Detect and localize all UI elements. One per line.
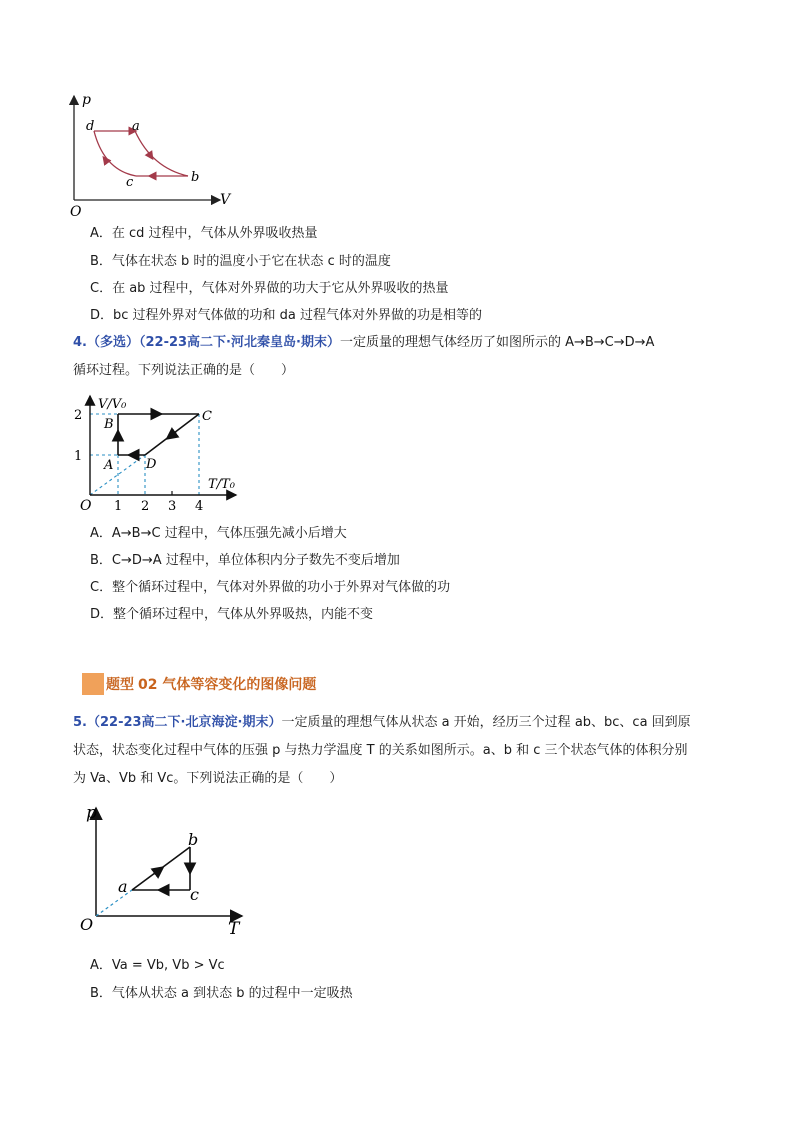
q5-stem-line1 <box>73 714 691 732</box>
y-tick-1: 1 <box>74 449 83 464</box>
x-tick-3: 3 <box>168 499 177 514</box>
point-d-label: d <box>86 119 95 134</box>
section-header <box>82 672 316 696</box>
q3-option-d: D．bc 过程外界对气体做的功和 da 过程气体对外界做的功是相等的 <box>90 308 483 323</box>
q5-option-a: A．Va = Vb, Vb > Vc <box>90 958 225 973</box>
q4-option-c: C．整个循环过程中，气体对外界做的功小于外界对气体做的功 <box>90 580 451 595</box>
q3-option-c: C．在 ab 过程中，气体对外界做的功大于它从外界吸收的热量 <box>90 281 449 296</box>
point-a-label: a <box>132 119 140 134</box>
x-tick-4: 4 <box>195 499 204 514</box>
section-marker <box>82 673 104 695</box>
origin-label: O <box>80 498 92 514</box>
section-prefix: 题型 <box>106 677 134 693</box>
cd-process <box>94 131 136 176</box>
point-c-label: c <box>190 885 199 904</box>
pt-graph <box>76 800 251 940</box>
v-axis-label: V/V₀ <box>98 397 127 412</box>
point-c-label: C <box>202 409 212 424</box>
q4-option-a: A．A→B→C 过程中，气体压强先减小后增大 <box>90 526 347 541</box>
q4-stem-text1: 一定质量的理想气体经历了如图所示的 A→B→C→D→A <box>339 335 655 350</box>
q5-source: 5.（22-23高二下·北京海淀·期末） <box>73 715 282 730</box>
y-tick-2: 2 <box>74 408 83 423</box>
x-tick-2: 2 <box>141 499 150 514</box>
point-d-label: D <box>146 457 157 472</box>
q4-stem-line2: 循环过程。下列说法正确的是（ ） <box>73 363 295 378</box>
q4-stem-line1 <box>73 334 654 352</box>
point-c-label: c <box>126 175 134 190</box>
point-a-label: a <box>118 877 128 896</box>
q5-stem-line3: 为 Va、Vb 和 Vc。下列说法正确的是（ ） <box>73 771 343 786</box>
vt-cycle-graph <box>68 392 253 517</box>
point-b-label: b <box>188 830 199 849</box>
q4-option-d: D．整个循环过程中，气体从外界吸热，内能不变 <box>90 607 374 622</box>
q3-option-a: A．在 cd 过程中，气体从外界吸收热量 <box>90 226 318 241</box>
point-a-label: A <box>104 458 114 473</box>
ab-process <box>135 131 188 176</box>
point-b-label: b <box>191 170 200 185</box>
q5-stem-text1: 一定质量的理想气体从状态 a 开始，经历三个过程 ab、bc、ca 回到原 <box>281 715 691 730</box>
origin-label: O <box>80 915 94 934</box>
q4-source: 4.（多选）（22-23高二下·河北秦皇岛·期末） <box>73 335 340 350</box>
q5-stem-line2: 状态，状态变化过程中气体的压强 p 与热力学温度 T 的关系如图所示。a、b 和 c 三个状态气体的体积分别 <box>73 743 688 758</box>
p-axis-label: p <box>86 803 97 823</box>
origin-label: O <box>70 204 82 220</box>
t-axis-label: T/T₀ <box>208 477 235 492</box>
t-axis-label: T <box>228 919 240 939</box>
p-axis-label: p <box>82 92 91 108</box>
pv-cycle-graph <box>60 88 240 223</box>
section-title: 02 气体等容变化的图像问题 <box>138 677 317 693</box>
q5-option-b: B．气体从状态 a 到状态 b 的过程中一定吸热 <box>90 986 353 1001</box>
v-axis-label: V <box>220 192 231 208</box>
point-b-label: B <box>104 417 114 432</box>
x-tick-1: 1 <box>114 499 123 514</box>
q3-option-b: B．气体在状态 b 时的温度小于它在状态 c 时的温度 <box>90 254 391 269</box>
q4-option-b: B．C→D→A 过程中，单位体积内分子数先不变后增加 <box>90 553 400 568</box>
